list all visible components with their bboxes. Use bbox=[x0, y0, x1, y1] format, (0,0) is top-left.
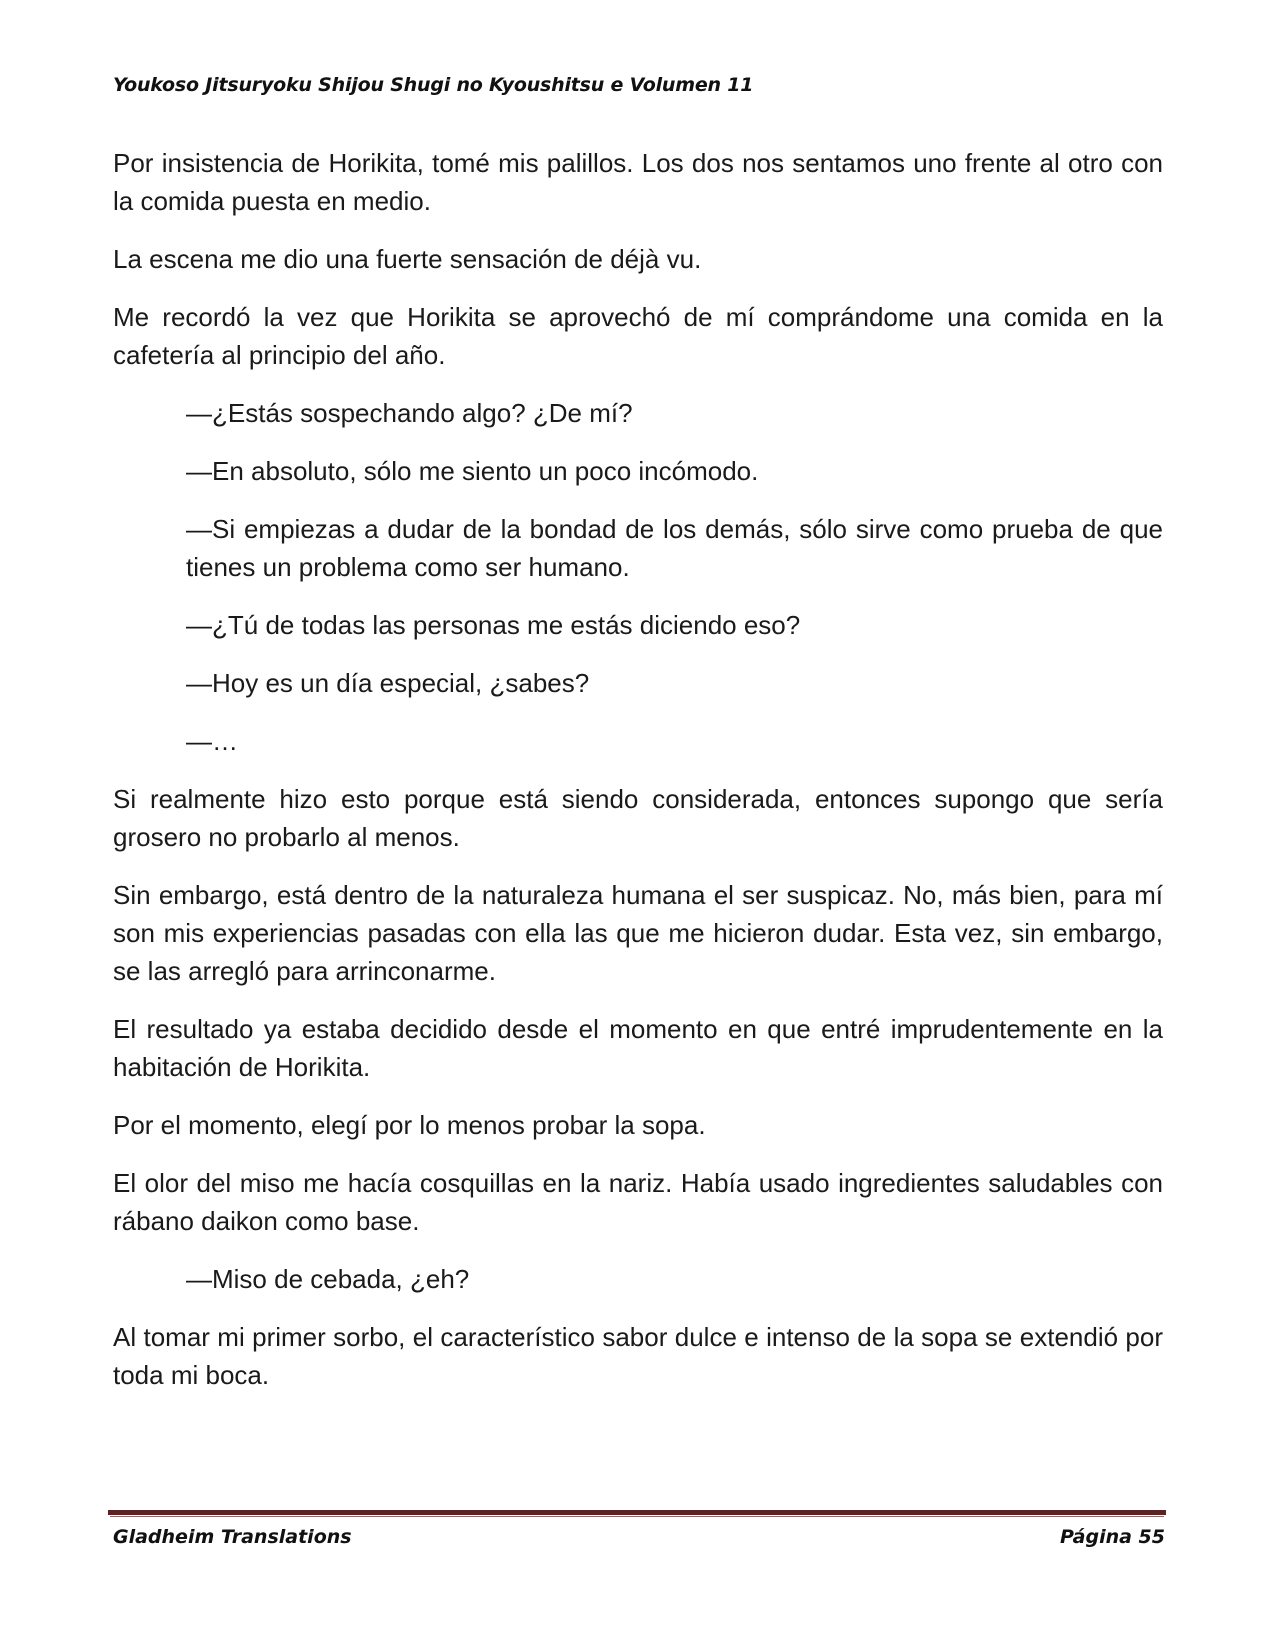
dialog-line: —¿Tú de todas las personas me estás diciendo eso? bbox=[186, 610, 801, 640]
paragraph: El resultado ya estaba decidido desde el momento en que entré imprudentemente en la habitación de Horikita. bbox=[113, 1014, 1163, 1082]
paragraph: Por el momento, elegí por lo menos probar la sopa. bbox=[113, 1110, 706, 1140]
page-body bbox=[113, 144, 1163, 1414]
paragraph: Si realmente hizo esto porque está siendo considerada, entonces supongo que sería grosero no probarlo al menos. bbox=[113, 784, 1163, 852]
footer-credit: Gladheim Translations bbox=[113, 1526, 352, 1548]
page-header-title: Youkoso Jitsuryoku Shijou Shugi no Kyoushitsu e Volumen 11 bbox=[113, 74, 754, 96]
page-number: Página 55 bbox=[1059, 1526, 1165, 1548]
paragraph: Por insistencia de Horikita, tomé mis palillos. Los dos nos sentamos uno frente al otro con la comida puesta en medio. bbox=[113, 148, 1163, 216]
paragraph: Me recordó la vez que Horikita se aprovechó de mí comprándome una comida en la cafetería al principio del año. bbox=[113, 302, 1163, 370]
dialog-line: —En absoluto, sólo me siento un poco incómodo. bbox=[186, 456, 759, 486]
footer-divider bbox=[108, 1510, 1166, 1515]
paragraph: El olor del miso me hacía cosquillas en la nariz. Había usado ingredientes saludables con rábano daikon como base. bbox=[113, 1168, 1163, 1236]
dialog-line: —Miso de cebada, ¿eh? bbox=[186, 1264, 470, 1294]
paragraph: Sin embargo, está dentro de la naturaleza humana el ser suspicaz. No, más bien, para mí son mis experiencias pasadas con ella las que me hicieron dudar. Esta vez, sin embargo, se las arregló para arrinconarme. bbox=[113, 880, 1163, 986]
dialog-line: —¿Estás sospechando algo? ¿De mí? bbox=[186, 398, 633, 428]
dialog-line: —Si empiezas a dudar de la bondad de los demás, sólo sirve como prueba de que tienes un problema como ser humano. bbox=[186, 514, 1163, 582]
paragraph: La escena me dio una fuerte sensación de déjà vu. bbox=[113, 244, 702, 274]
dialog-line: —… bbox=[186, 726, 238, 756]
dialog-line: —Hoy es un día especial, ¿sabes? bbox=[186, 668, 590, 698]
paragraph: Al tomar mi primer sorbo, el característico sabor dulce e intenso de la sopa se extendió por toda mi boca. bbox=[113, 1322, 1163, 1390]
